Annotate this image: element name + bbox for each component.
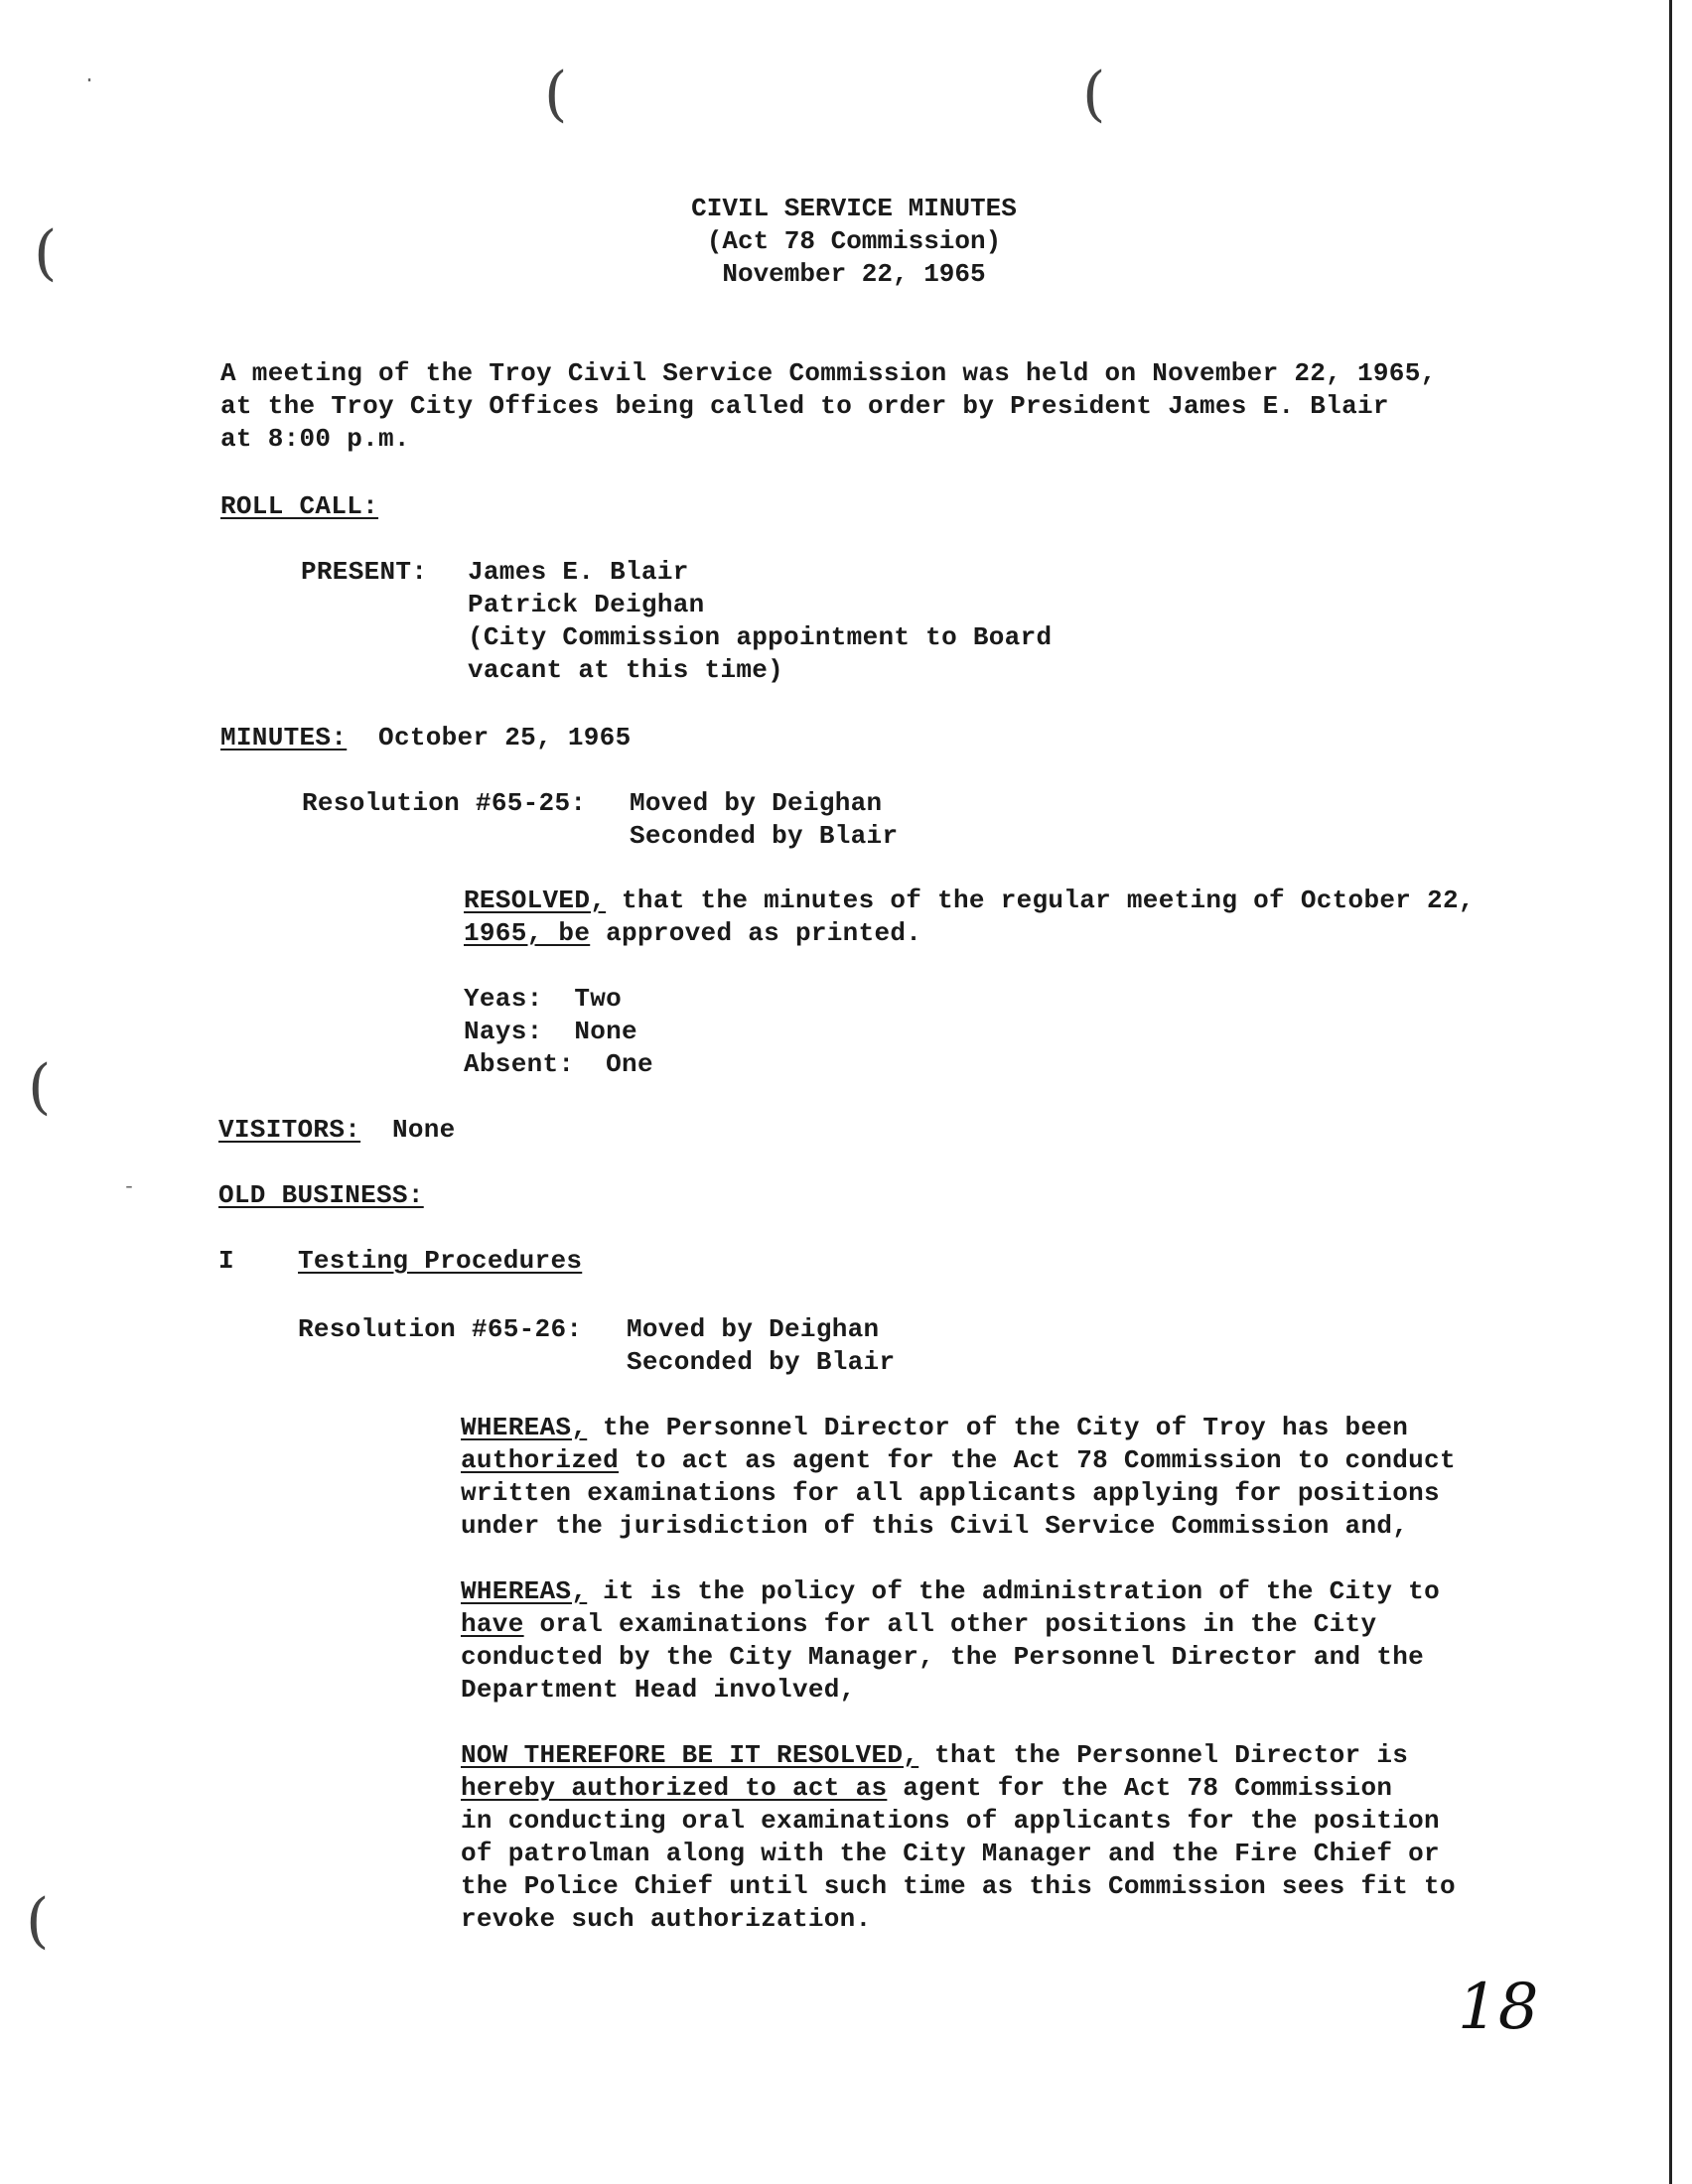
- item-title: Testing Procedures: [298, 1246, 583, 1276]
- intro-line: A meeting of the Troy Civil Service Commission was held on November 22, 1965,: [220, 358, 1437, 388]
- resolved-text: the Police Chief until such time as this Commission sees fit to: [461, 1871, 1456, 1901]
- present-label: PRESENT:: [301, 557, 428, 587]
- resolved-text: hereby authorized to act as agent for the Act 78 Commission: [461, 1773, 1393, 1803]
- minutes-heading: MINUTES:: [220, 723, 348, 752]
- punch-hole-mark: (: [544, 60, 568, 129]
- resolution-label: Resolution #65-25:: [302, 788, 587, 818]
- whereas-text: authorized to act as agent for the Act 78 Commission to conduct: [461, 1445, 1456, 1475]
- punch-hole-mark: (: [26, 1886, 50, 1956]
- member-note: (City Commission appointment to Board: [468, 622, 1053, 652]
- whereas-text: WHEREAS, the Personnel Director of the City of Troy has been: [461, 1413, 1409, 1442]
- scan-speck: .: [83, 66, 96, 88]
- punch-hole-mark: (: [34, 218, 58, 288]
- roll-call-heading: ROLL CALL:: [220, 491, 379, 521]
- seconded-by: Seconded by Blair: [630, 821, 899, 851]
- seconded-by: Seconded by Blair: [627, 1347, 896, 1377]
- minutes-date: October 25, 1965: [378, 723, 632, 752]
- absent-vote: Absent: One: [464, 1049, 653, 1079]
- punch-hole-mark: (: [1082, 60, 1106, 129]
- whereas-text: under the jurisdiction of this Civil Service Commission and,: [461, 1511, 1409, 1541]
- moved-by: Moved by Deighan: [630, 788, 883, 818]
- page-edge-line: [1669, 0, 1672, 2184]
- member-note: vacant at this time): [468, 655, 784, 685]
- moved-by: Moved by Deighan: [627, 1314, 880, 1344]
- resolution-label: Resolution #65-26:: [298, 1314, 583, 1344]
- member-name: Patrick Deighan: [468, 590, 705, 619]
- yeas-vote: Yeas: Two: [464, 984, 623, 1014]
- document-date: November 22, 1965: [722, 259, 986, 289]
- whereas-text: conducted by the City Manager, the Personnel Director and the: [461, 1642, 1425, 1672]
- scan-speck: -: [123, 1176, 136, 1199]
- punch-hole-mark: (: [28, 1052, 52, 1122]
- resolved-text: 1965, be approved as printed.: [464, 918, 922, 948]
- visitors-heading: VISITORS:: [218, 1115, 361, 1145]
- handwritten-page-number: 18: [1458, 1971, 1539, 2044]
- whereas-text: Department Head involved,: [461, 1675, 856, 1705]
- intro-line: at the Troy City Offices being called to order by President James E. Blair: [220, 391, 1389, 421]
- intro-line: at 8:00 p.m.: [220, 424, 410, 454]
- whereas-text: have oral examinations for all other positions in the City: [461, 1609, 1377, 1639]
- member-name: James E. Blair: [468, 557, 689, 587]
- old-business-heading: OLD BUSINESS:: [218, 1180, 424, 1210]
- document-title: CIVIL SERVICE MINUTES: [691, 194, 1017, 223]
- visitors-value: None: [391, 1115, 456, 1145]
- resolved-text: RESOLVED, that the minutes of the regular meeting of October 22,: [464, 886, 1475, 915]
- document-subtitle: (Act 78 Commission): [706, 226, 1002, 256]
- item-number: I: [218, 1246, 234, 1276]
- visitors-line: [218, 1114, 456, 1147]
- resolved-text: NOW THEREFORE BE IT RESOLVED, that the Personnel Director is: [461, 1740, 1409, 1770]
- resolved-text: of patrolman along with the City Manager and the Fire Chief or: [461, 1839, 1440, 1868]
- resolved-text: in conducting oral examinations of applicants for the position: [461, 1806, 1440, 1836]
- minutes-line: [220, 722, 632, 754]
- whereas-text: WHEREAS, it is the policy of the administration of the City to: [461, 1576, 1440, 1606]
- nays-vote: Nays: None: [464, 1017, 637, 1046]
- whereas-text: written examinations for all applicants applying for positions: [461, 1478, 1440, 1508]
- resolved-text: revoke such authorization.: [461, 1904, 872, 1934]
